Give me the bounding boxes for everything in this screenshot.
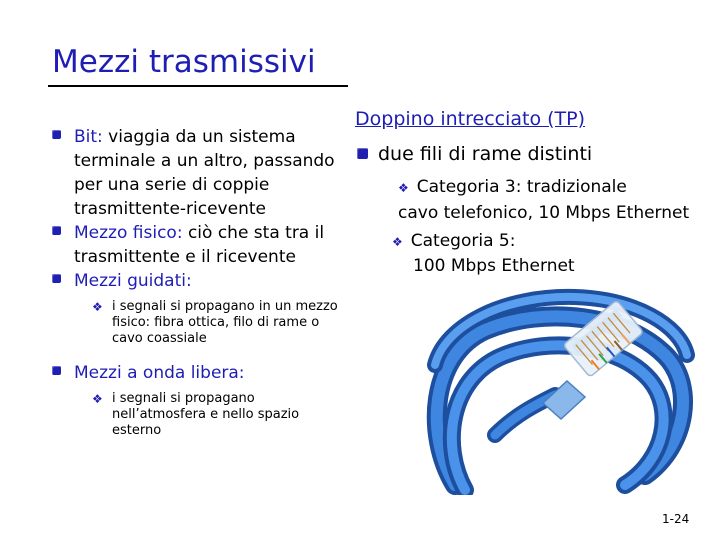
slide-title: Mezzi trasmissivi — [52, 44, 316, 80]
mezzo-fisico-term: Mezzo fisico: — [74, 223, 183, 243]
cat5-text-1: Categoria 5: — [410, 231, 516, 251]
square-bullet-icon — [52, 366, 61, 375]
mezzo-fisico-text-2: trasmittente e il ricevente — [74, 247, 296, 267]
bullet-mezzo-fisico — [52, 221, 338, 269]
page-number: 1-24 — [662, 512, 690, 526]
title-underline — [48, 85, 348, 87]
square-bullet-icon — [52, 274, 61, 283]
diamond-bullet-icon: ❖ — [92, 300, 103, 314]
cat5-line-1 — [392, 231, 515, 251]
tp-bullet — [357, 143, 592, 165]
bit-text-1: viaggia da un sistema — [102, 127, 296, 147]
ethernet-cable-image — [425, 285, 695, 495]
diamond-bullet-icon: ❖ — [392, 235, 403, 249]
sub-bullet-guidati — [52, 299, 338, 347]
diamond-bullet-icon: ❖ — [398, 181, 409, 195]
bullet-bit — [52, 125, 338, 221]
bullet-onda-libera — [52, 361, 338, 385]
cat3-text-2: cavo telefonico, 10 Mbps Ethernet — [398, 203, 690, 223]
sub-bullet-libera — [52, 391, 338, 439]
mezzi-guidati-term: Mezzi guidati: — [74, 271, 192, 291]
left-column — [52, 125, 338, 439]
square-bullet-icon — [357, 148, 368, 159]
diamond-bullet-icon: ❖ — [92, 392, 103, 406]
guidati-sub-2: fisico: fibra ottica, filo di rame o — [112, 315, 320, 330]
cat5-text-2: 100 Mbps Ethernet — [413, 256, 575, 276]
onda-libera-term: Mezzi a onda libera: — [74, 363, 245, 383]
bit-term: Bit: — [74, 127, 103, 147]
cat3-line-1 — [398, 177, 627, 197]
tp-bullet-text: due fili di rame distinti — [378, 143, 593, 165]
libera-sub-1: i segnali si propagano — [112, 391, 255, 406]
bit-text-4: trasmittente-ricevente — [74, 199, 266, 219]
guidati-sub-1: i segnali si propagano in un mezzo — [112, 299, 338, 314]
libera-sub-3: esterno — [112, 423, 162, 438]
bullet-mezzi-guidati — [52, 269, 338, 293]
square-bullet-icon — [52, 226, 61, 235]
libera-sub-2: nell’atmosfera e nello spazio — [112, 407, 300, 422]
cat3-text-1: Categoria 3: tradizionale — [416, 177, 627, 197]
bit-text-2: terminale a un altro, passando — [74, 151, 335, 171]
square-bullet-icon — [52, 130, 61, 139]
mezzo-fisico-text-1: ciò che sta tra il — [182, 223, 325, 243]
tp-heading: Doppino intrecciato (TP) — [355, 108, 586, 130]
bit-text-3: per una serie di coppie — [74, 175, 270, 195]
guidati-sub-3: cavo coassiale — [112, 331, 207, 346]
